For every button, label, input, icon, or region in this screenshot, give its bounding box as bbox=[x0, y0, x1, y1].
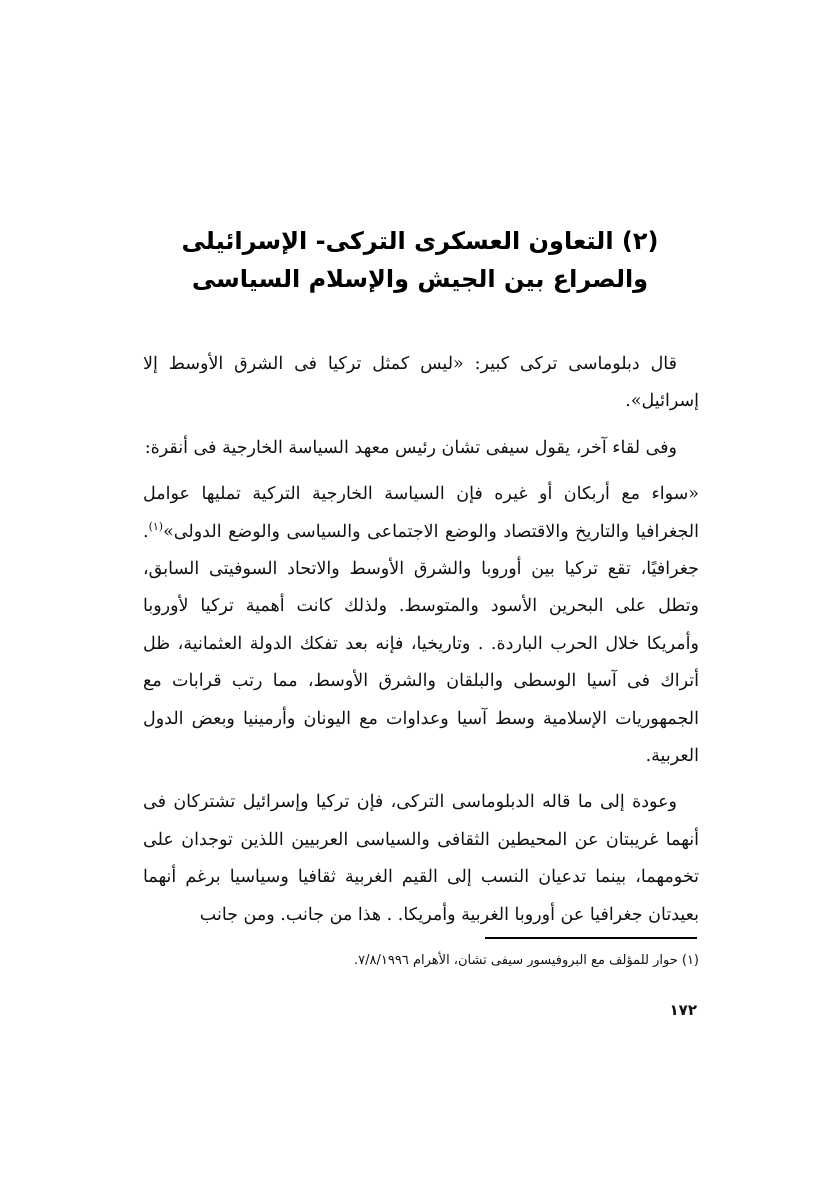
chapter-title-line-2: والصراع بين الجيش والإسلام السياسى bbox=[191, 265, 649, 293]
footnote-1: (١) حوار للمؤلف مع البروفيسور سيفى تشان، الأهرام ٧/٨/١٩٩٦. bbox=[354, 953, 699, 968]
paragraph-3-continuation: . جغرافيًا، تقع تركيا بين أوروبا والشرق الأوسط والاتحاد السوفيتى السابق، وتطل على البحرين الأسود والمتوسط. ولذلك كانت أهمية تركيا لأوروبا وأمريكا خلال الحرب الباردة. . وتاريخيا، فإنه بعد تفكك الدولة العثمانية، ظل أتراك فى آسيا الوسطى والبلقان والشرق الأوسط، مما رتب قرابات مع الجمهوريات الإسلامية وسط آسيا وعداوات مع اليونان وأرمينيا وبعض الدول العربية. bbox=[143, 521, 699, 767]
quotation-text: «سواء مع أربكان أو غيره فإن السياسة الخارجية التركية تمليها عوامل الجغرافيا والتاريخ والاقتصاد والوضع الاجتماعى والسياسى والوضع الدولى» bbox=[143, 484, 699, 542]
chapter-title bbox=[150, 222, 690, 298]
page-number: ١٧٢ bbox=[669, 1001, 697, 1019]
body-text bbox=[143, 346, 699, 934]
footnote-reference: (١) bbox=[148, 519, 164, 533]
paragraph-3 bbox=[143, 476, 699, 775]
paragraph-4: وعودة إلى ما قاله الدبلوماسى التركى، فإن تركيا وإسرائيل تشتركان فى أنهما غريبتان عن المحيطين الثقافى والسياسى العربيين اللذين توجدان على تخومهما، بينما تدعيان النسب إلى القيم الغربية ثقافيا وسياسيا برغم أنهما بعيدتان جغرافيا عن أوروبا الغربية وأمريكا. . هذا من جانب. ومن جانب bbox=[143, 792, 699, 925]
paragraph-1: قال دبلوماسى تركى كبير: «ليس كمثل تركيا فى الشرق الأوسط إلا إسرائيل». bbox=[143, 354, 699, 412]
footnote-divider bbox=[485, 937, 697, 939]
chapter-title-line-1: (٢) التعاون العسكرى التركى- الإسرائيلى bbox=[181, 227, 659, 255]
paragraph-2: وفى لقاء آخر، يقول سيفى تشان رئيس معهد السياسة الخارجية فى أنقرة: bbox=[144, 437, 677, 458]
